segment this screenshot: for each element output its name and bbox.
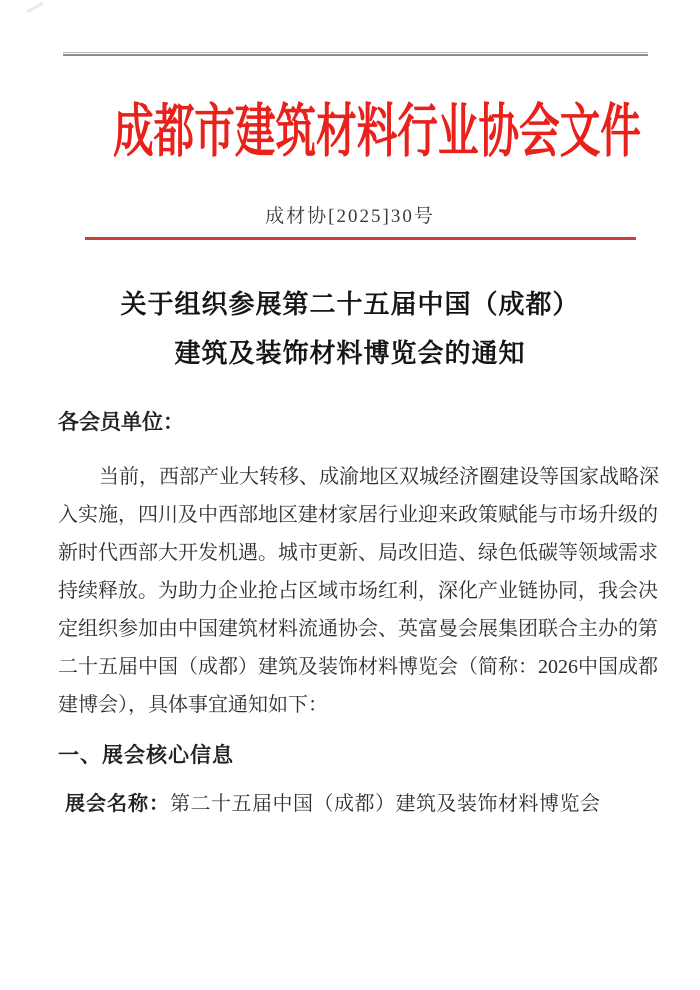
section-heading-exhibition-info: 一、展会核心信息	[58, 744, 234, 767]
letterhead-title: 成都市建筑材料行业协会文件	[113, 99, 641, 164]
red-divider-rule	[85, 237, 636, 240]
document-number: 成材协[2025]30号	[265, 206, 435, 227]
exhibition-name-row	[65, 786, 601, 822]
body-line: 持续释放。为助力企业抢占区域市场红利，深化产业链协同，我会决	[58, 580, 658, 602]
body-paragraph	[58, 458, 659, 724]
body-line: 新时代西部大开发机遇。城市更新、局改旧造、绿色低碳等领域需求	[58, 542, 658, 564]
body-line: 二十五届中国（成都）建筑及装饰材料博览会（简称：2026中国成都	[58, 656, 658, 678]
body-line: 当前，西部产业大转移、成渝地区双城经济圈建设等国家战略深	[99, 466, 659, 488]
body-line: 入实施，四川及中西部地区建材家居行业迎来政策赋能与市场升级的	[58, 504, 658, 526]
notice-title-line1: 关于组织参展第二十五届中国（成都）	[120, 289, 580, 319]
salutation: 各会员单位：	[58, 411, 184, 434]
top-gray-rule	[63, 52, 648, 56]
body-line: 定组织参加由中国建筑材料流通协会、英富曼会展集团联合主办的第	[58, 618, 658, 640]
exhibition-name-value: 第二十五届中国（成都）建筑及装饰材料博览会	[170, 793, 601, 815]
notice-title-line2: 建筑及装饰材料博览会的通知	[174, 338, 526, 368]
letterhead-row	[0, 96, 700, 183]
scan-artifact	[26, 2, 43, 13]
notice-title	[0, 280, 700, 378]
body-line: 建博会），具体事宜通知如下：	[58, 694, 328, 716]
exhibition-name-label: 展会名称：	[65, 793, 170, 815]
